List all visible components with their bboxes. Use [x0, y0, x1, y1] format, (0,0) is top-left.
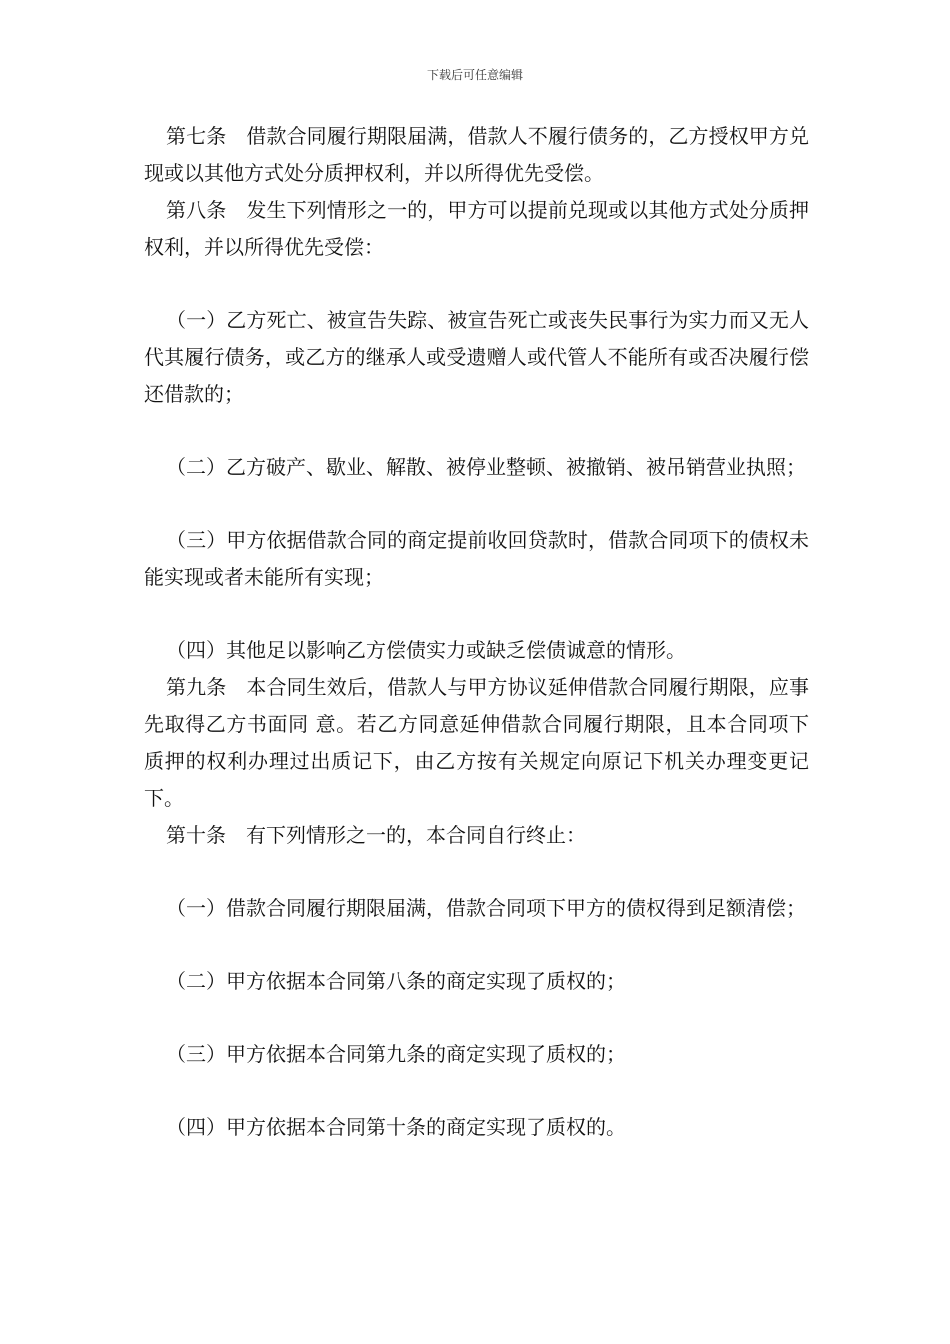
article-10-item-3: （三）甲方依据本合同第九条的商定实现了质权的；	[166, 1042, 626, 1066]
article-8-item-4: （四）其他足以影响乙方偿债实力或缺乏偿债诚意的情形。	[166, 638, 686, 662]
article-8-item-2: （二）乙方破产、歇业、解散、被停业整顿、被撤销、被吊销营业执照；	[166, 455, 806, 479]
article-10: 第十条 有下列情形之一的，本合同自行终止：	[166, 823, 586, 847]
document-body	[144, 118, 809, 1146]
article-9: 第九条 本合同生效后，借款人与甲方协议延伸借款合同履行期限，应事先取得乙方书面同 意。若乙方同意延伸借款合同履行期限，且本合同项下质押的权利办理过出质记下，由乙方按有关规定向原记下机关办理变更记下。	[144, 675, 809, 810]
article-8: 第八条 发生下列情形之一的，甲方可以提前兑现或以其他方式处分质押权利，并以所得优先受偿：	[144, 198, 809, 259]
article-10-item-1: （一）借款合同履行期限届满，借款合同项下甲方的债权得到足额清偿；	[166, 896, 806, 920]
article-8-item-3: （三）甲方依据借款合同的商定提前收回贷款时，借款合同项下的债权未能实现或者未能所有实现；	[144, 528, 809, 589]
page-header: 下载后可任意编辑	[426, 68, 523, 82]
article-7: 第七条 借款合同履行期限届满，借款人不履行债务的，乙方授权甲方兑现或以其他方式处分质押权利，并以所得优先受偿。	[144, 124, 809, 185]
article-10-item-2: （二）甲方依据本合同第八条的商定实现了质权的；	[166, 969, 626, 993]
article-8-item-1: （一）乙方死亡、被宣告失踪、被宣告死亡或丧失民事行为实力而又无人代其履行债务，或乙方的继承人或受遗赠人或代管人不能所有或否决履行偿还借款的；	[144, 308, 809, 406]
article-10-item-4: （四）甲方依据本合同第十条的商定实现了质权的。	[166, 1115, 626, 1139]
